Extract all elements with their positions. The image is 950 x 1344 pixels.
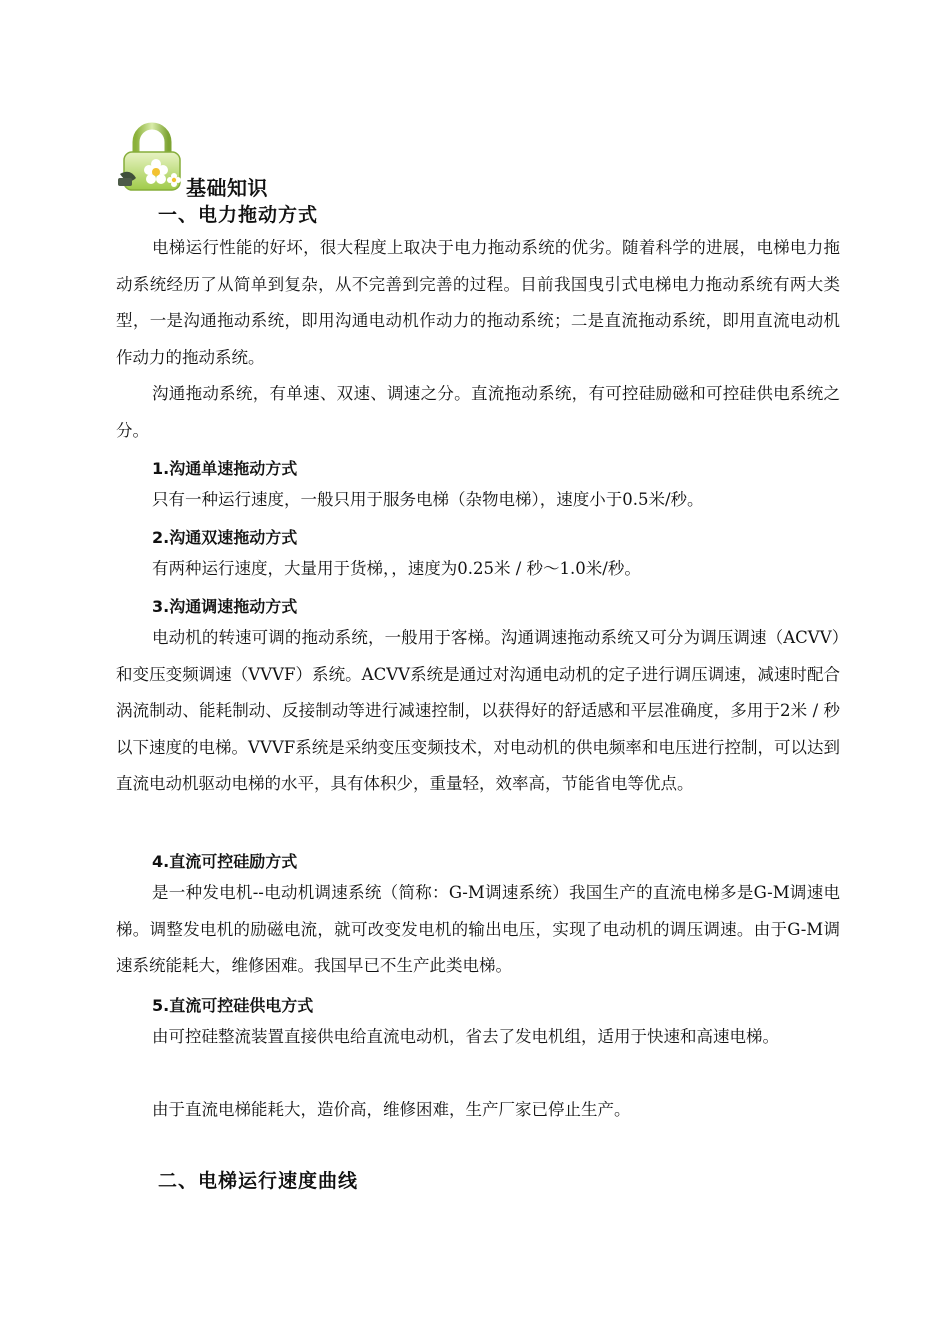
document-title: 基础知识 [186,176,268,200]
subheading-ac-dual-speed: 2.沟通双速拖动方式 [152,528,298,547]
lock-flower-icon [116,122,188,194]
subheading-dc-scr-supply: 5.直流可控硅供电方式 [152,996,314,1015]
item-paragraph: 只有一种运行速度，一般只用于服务电梯（杂物电梯），速度小于0.5米/秒。 [152,490,704,509]
intro-paragraph: 电梯运行性能的好坏，很大程度上取决于电力拖动系统的优劣。随着科学的进展，电梯电力拖动系统经历了从简单到复杂，从不完善到完善的过程。目前我国曳引式电梯电力拖动系统有两大类型，一是沟通拖动系统，即用沟通电动机作动力的拖动系统；二是直流拖动系统，即用直流电动机作动力的拖动系统。 [116,238,840,367]
item-paragraph: 由可控硅整流装置直接供电给直流电动机，省去了发电机组，适用于快速和高速电梯。 [152,1027,779,1046]
item-paragraph: 由于直流电梯能耗大，造价高，维修困难，生产厂家已停止生产。 [152,1100,631,1119]
section-heading-power-drive: 一、电力拖动方式 [158,204,319,226]
subheading-ac-variable-speed: 3.沟通调速拖动方式 [152,597,298,616]
subheading-ac-single-speed: 1.沟通单速拖动方式 [152,459,298,478]
item-paragraph: 是一种发电机--电动机调速系统（简称：G-M调速系统）我国生产的直流电梯多是G-M调速电梯。调整发电机的励磁电流，就可改变发电机的输出电压，实现了电动机的调压调速。由于G-M调速系统能耗大，维修困难。我国早已不生产此类电梯。 [116,883,840,975]
section-heading-speed-curve: 二、电梯运行速度曲线 [158,1170,359,1192]
item-paragraph: 有两种运行速度，大量用于货梯，，速度为0.25米 / 秒～1.0米/秒。 [152,559,641,578]
subheading-dc-scr-excitation: 4.直流可控硅励方式 [152,852,298,871]
item-paragraph: 电动机的转速可调的拖动系统，一般用于客梯。沟通调速拖动系统又可分为调压调速（ACVV）和变压变频调速（VVVF）系统。ACVV系统是通过对沟通电动机的定子进行调压调速，减速时配合涡流制动、能耗制动、反接制动等进行减速控制，以获得好的舒适感和平层准确度，多用于2米 / 秒以下速度的电梯。VVVF系统是采纳变压变频技术，对电动机的供电频率和电压进行控制，可以达到直流电动机驱动电梯的水平，具有体积少，重量轻，效率高，节能省电等优点。 [116,628,840,793]
intro-paragraph-2: 沟通拖动系统，有单速、双速、调速之分。直流拖动系统，有可控硅励磁和可控硅供电系统之分。 [116,384,840,440]
